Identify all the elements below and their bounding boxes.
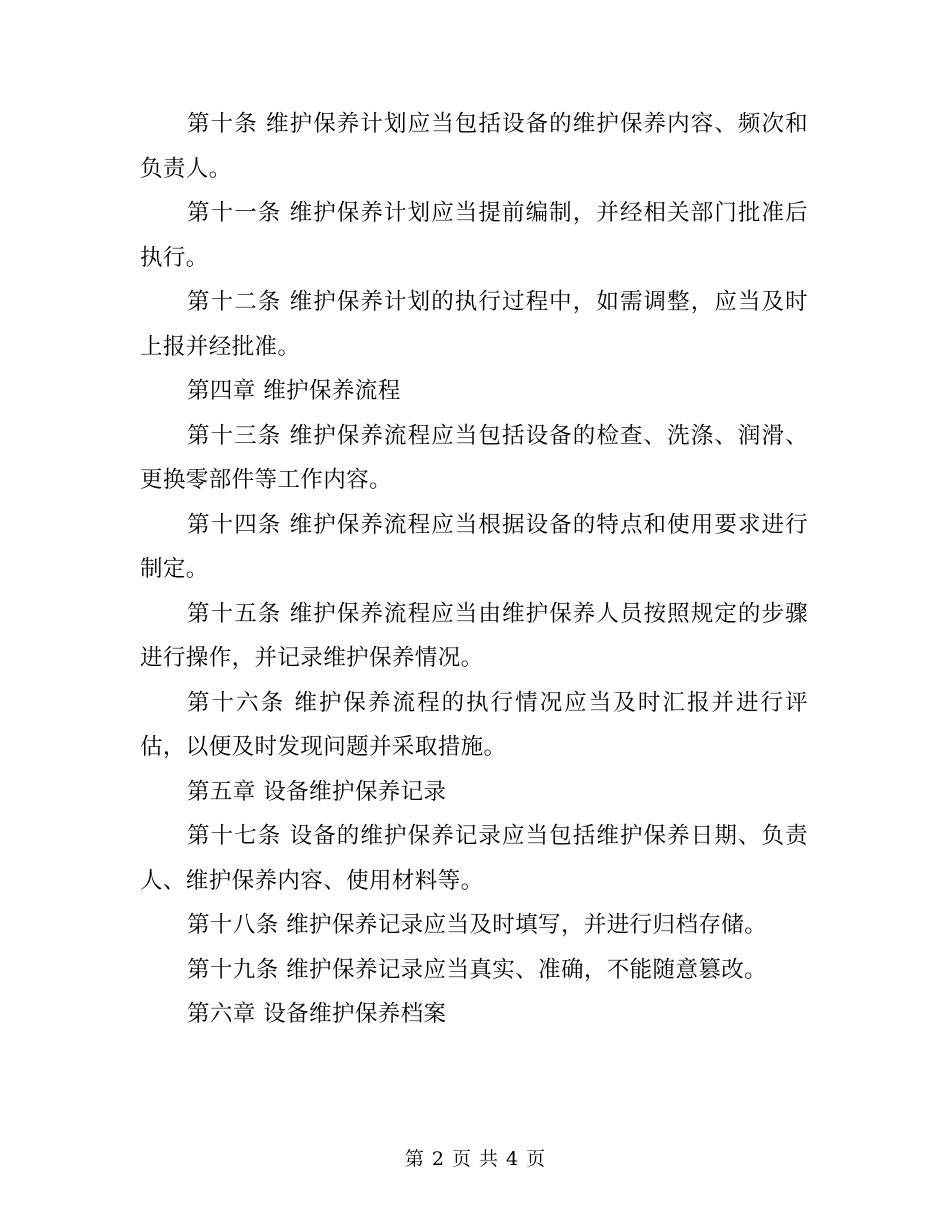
paragraph-article-12: 第十二条 维护保养计划的执行过程中，如需调整，应当及时上报并经批准。 bbox=[140, 289, 808, 360]
paragraph-article-18: 第十八条 维护保养记录应当及时填写，并进行归档存储。 bbox=[187, 912, 768, 938]
footer-prefix: 第 bbox=[404, 1148, 424, 1170]
paragraph-article-17: 第十七条 设备的维护保养记录应当包括维护保养日期、负责人、维护保养内容、使用材料等。 bbox=[140, 823, 808, 894]
footer-total-word: 共 bbox=[479, 1148, 499, 1170]
chapter-heading-6: 第六章 设备维护保养档案 bbox=[187, 1001, 447, 1027]
chapter-heading-4: 第四章 维护保养流程 bbox=[187, 378, 401, 404]
paragraph-article-15: 第十五条 维护保养流程应当由维护保养人员按照规定的步骤进行操作，并记录维护保养情况。 bbox=[140, 600, 808, 671]
footer-current-page: 2 bbox=[431, 1148, 444, 1170]
document-body bbox=[140, 102, 808, 1037]
page-footer bbox=[0, 1147, 950, 1171]
paragraph-article-13: 第十三条 维护保养流程应当包括设备的检查、洗涤、润滑、更换零部件等工作内容。 bbox=[140, 422, 808, 493]
footer-total-pages: 4 bbox=[506, 1148, 519, 1170]
chapter-heading-5: 第五章 设备维护保养记录 bbox=[187, 778, 447, 805]
footer-page-word: 页 bbox=[451, 1148, 471, 1170]
paragraph-article-16: 第十六条 维护保养流程的执行情况应当及时汇报并进行评估，以便及时发现问题并采取措施。 bbox=[140, 689, 808, 760]
footer-suffix: 页 bbox=[526, 1148, 546, 1170]
paragraph-article-14: 第十四条 维护保养流程应当根据设备的特点和使用要求进行制定。 bbox=[140, 511, 808, 582]
paragraph-article-19: 第十九条 维护保养记录应当真实、准确，不能随意篡改。 bbox=[187, 956, 768, 983]
paragraph-article-10: 第十条 维护保养计划应当包括设备的维护保养内容、频次和负责人。 bbox=[140, 111, 808, 182]
paragraph-article-11: 第十一条 维护保养计划应当提前编制，并经相关部门批准后执行。 bbox=[140, 200, 808, 271]
